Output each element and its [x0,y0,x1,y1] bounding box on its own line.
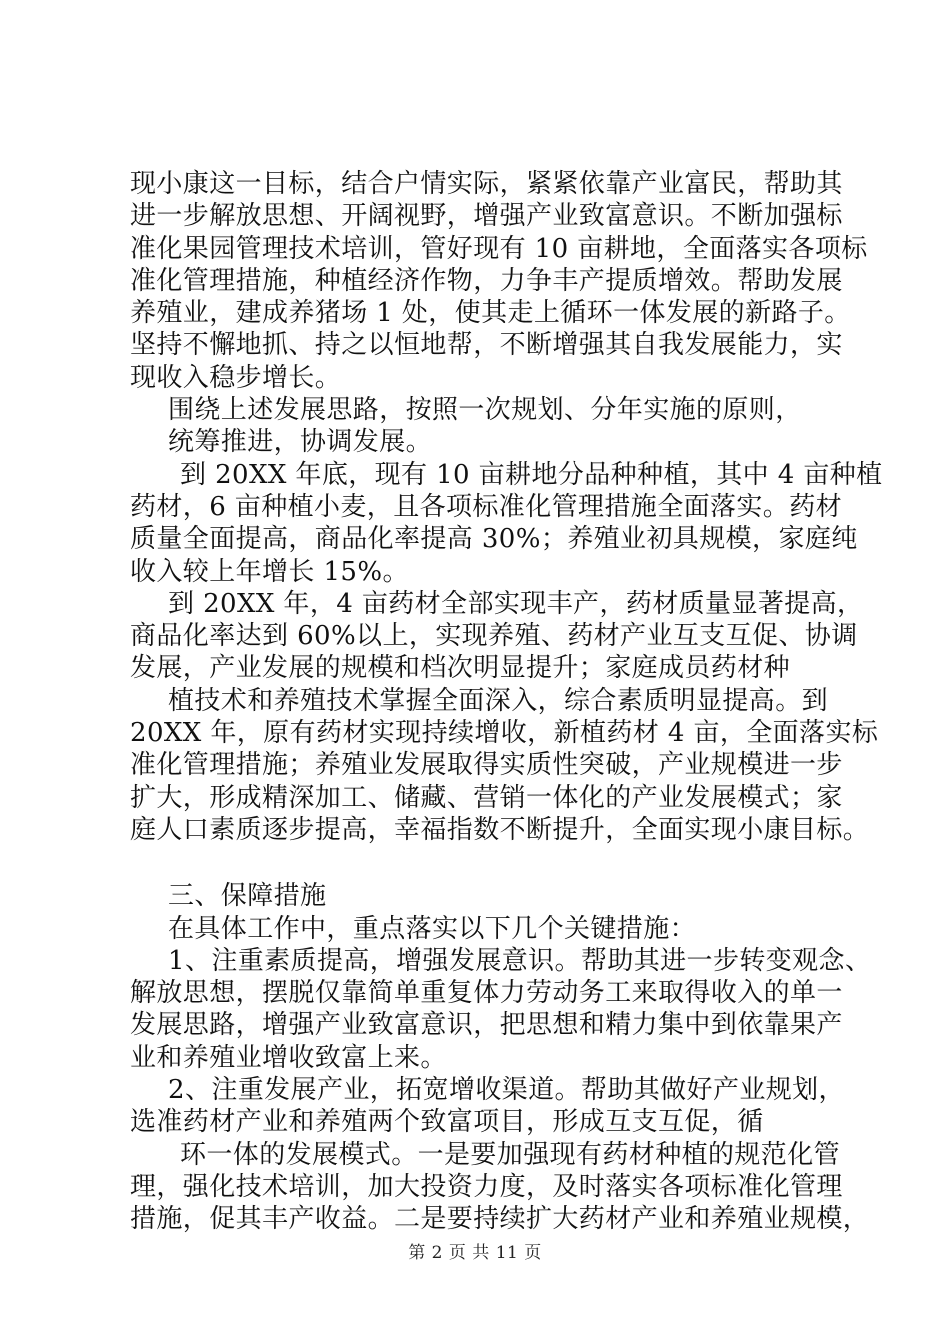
text-line: 到 20XX 年底，现有 10 亩耕地分品种种植，其中 4 亩种植 [180,459,883,490]
text-line: 准化管理措施，种植经济作物，力争丰产提质增效。帮助发展 [130,265,843,296]
text-line: 现小康这一目标，结合户情实际，紧紧依靠产业富民，帮助其 [130,169,843,199]
text-line: 准化管理措施；养殖业发展取得实质性突破，产业规模进一步 [130,750,843,781]
text-line: 到 20XX 年，4 亩药材全部实现丰产，药材质量显著提高， [168,588,864,619]
text-line: 措施，促其丰产收益。二是要持续扩大药材产业和养殖业规模， [130,1204,870,1235]
page-number-footer: 第 2 页 共 11 页 [408,1243,542,1263]
text-line: 准化果园管理技术培训，管好现有 10 亩耕地，全面落实各项标 [130,233,868,264]
text-line: 1、注重素质提高，增强发展意识。帮助其进一步转变观念、 [168,945,872,976]
section-gap [130,846,842,880]
text-line: 商品化率达到 60%以上，实现养殖、药材产业互支互促、协调 [130,621,858,652]
text-line: 进一步解放思想、开阔视野，增强产业致富意识。不断加强标 [130,201,843,232]
text-line: 质量全面提高，商品化率提高 30%；养殖业初具规模，家庭纯 [130,524,858,555]
text-line: 理，强化技术培训，加大投资力度，及时落实各项标准化管理 [130,1171,843,1202]
text-line: 业和养殖业增收致富上来。 [130,1042,447,1073]
text-line: 统筹推进，协调发展。 [168,427,433,458]
text-line: 围绕上述发展思路，按照一次规划、分年实施的原则， [168,395,802,426]
text-line: 药材，6 亩种植小麦，且各项标准化管理措施全面落实。药材 [130,491,843,522]
text-line: 发展，产业发展的规模和档次明显提升；家庭成员药材种 [130,653,791,684]
text-line: 环一体的发展模式。一是要加强现有药材种植的规范化管 [180,1139,841,1170]
text-line: 现收入稳步增长。 [130,362,342,393]
text-line: 庭人口素质逐步提高，幸福指数不断提升，全面实现小康目标。 [130,814,870,845]
document-body [130,168,883,1236]
text-line: 扩大，形成精深加工、储藏、营销一体化的产业发展模式；家 [130,782,843,813]
text-line: 发展思路，增强产业致富意识，把思想和精力集中到依靠果产 [130,1010,843,1041]
text-line: 20XX 年，原有药材实现持续增收，新植药材 4 亩，全面落实标 [130,718,879,749]
text-line: 收入较上年增长 15%。 [130,556,409,587]
text-line: 解放思想，摆脱仅靠简单重复体力劳动务工来取得收入的单一 [130,978,843,1009]
text-line: 养殖业，建成养猪场 1 处，使其走上循环一体发展的新路子。 [130,298,851,329]
section-heading: 三、保障措施 [168,881,327,912]
text-line: 在具体工作中，重点落实以下几个关键措施： [168,913,697,944]
text-line: 坚持不懈地抓、持之以恒地帮，不断增强其自我发展能力，实 [130,330,843,361]
text-line: 2、注重发展产业，拓宽增收渠道。帮助其做好产业规划， [168,1075,845,1106]
text-line: 植技术和养殖技术掌握全面深入，综合素质明显提高。到 [168,685,829,716]
text-line: 选准药材产业和养殖两个致富项目，形成互支互促，循 [130,1107,764,1138]
